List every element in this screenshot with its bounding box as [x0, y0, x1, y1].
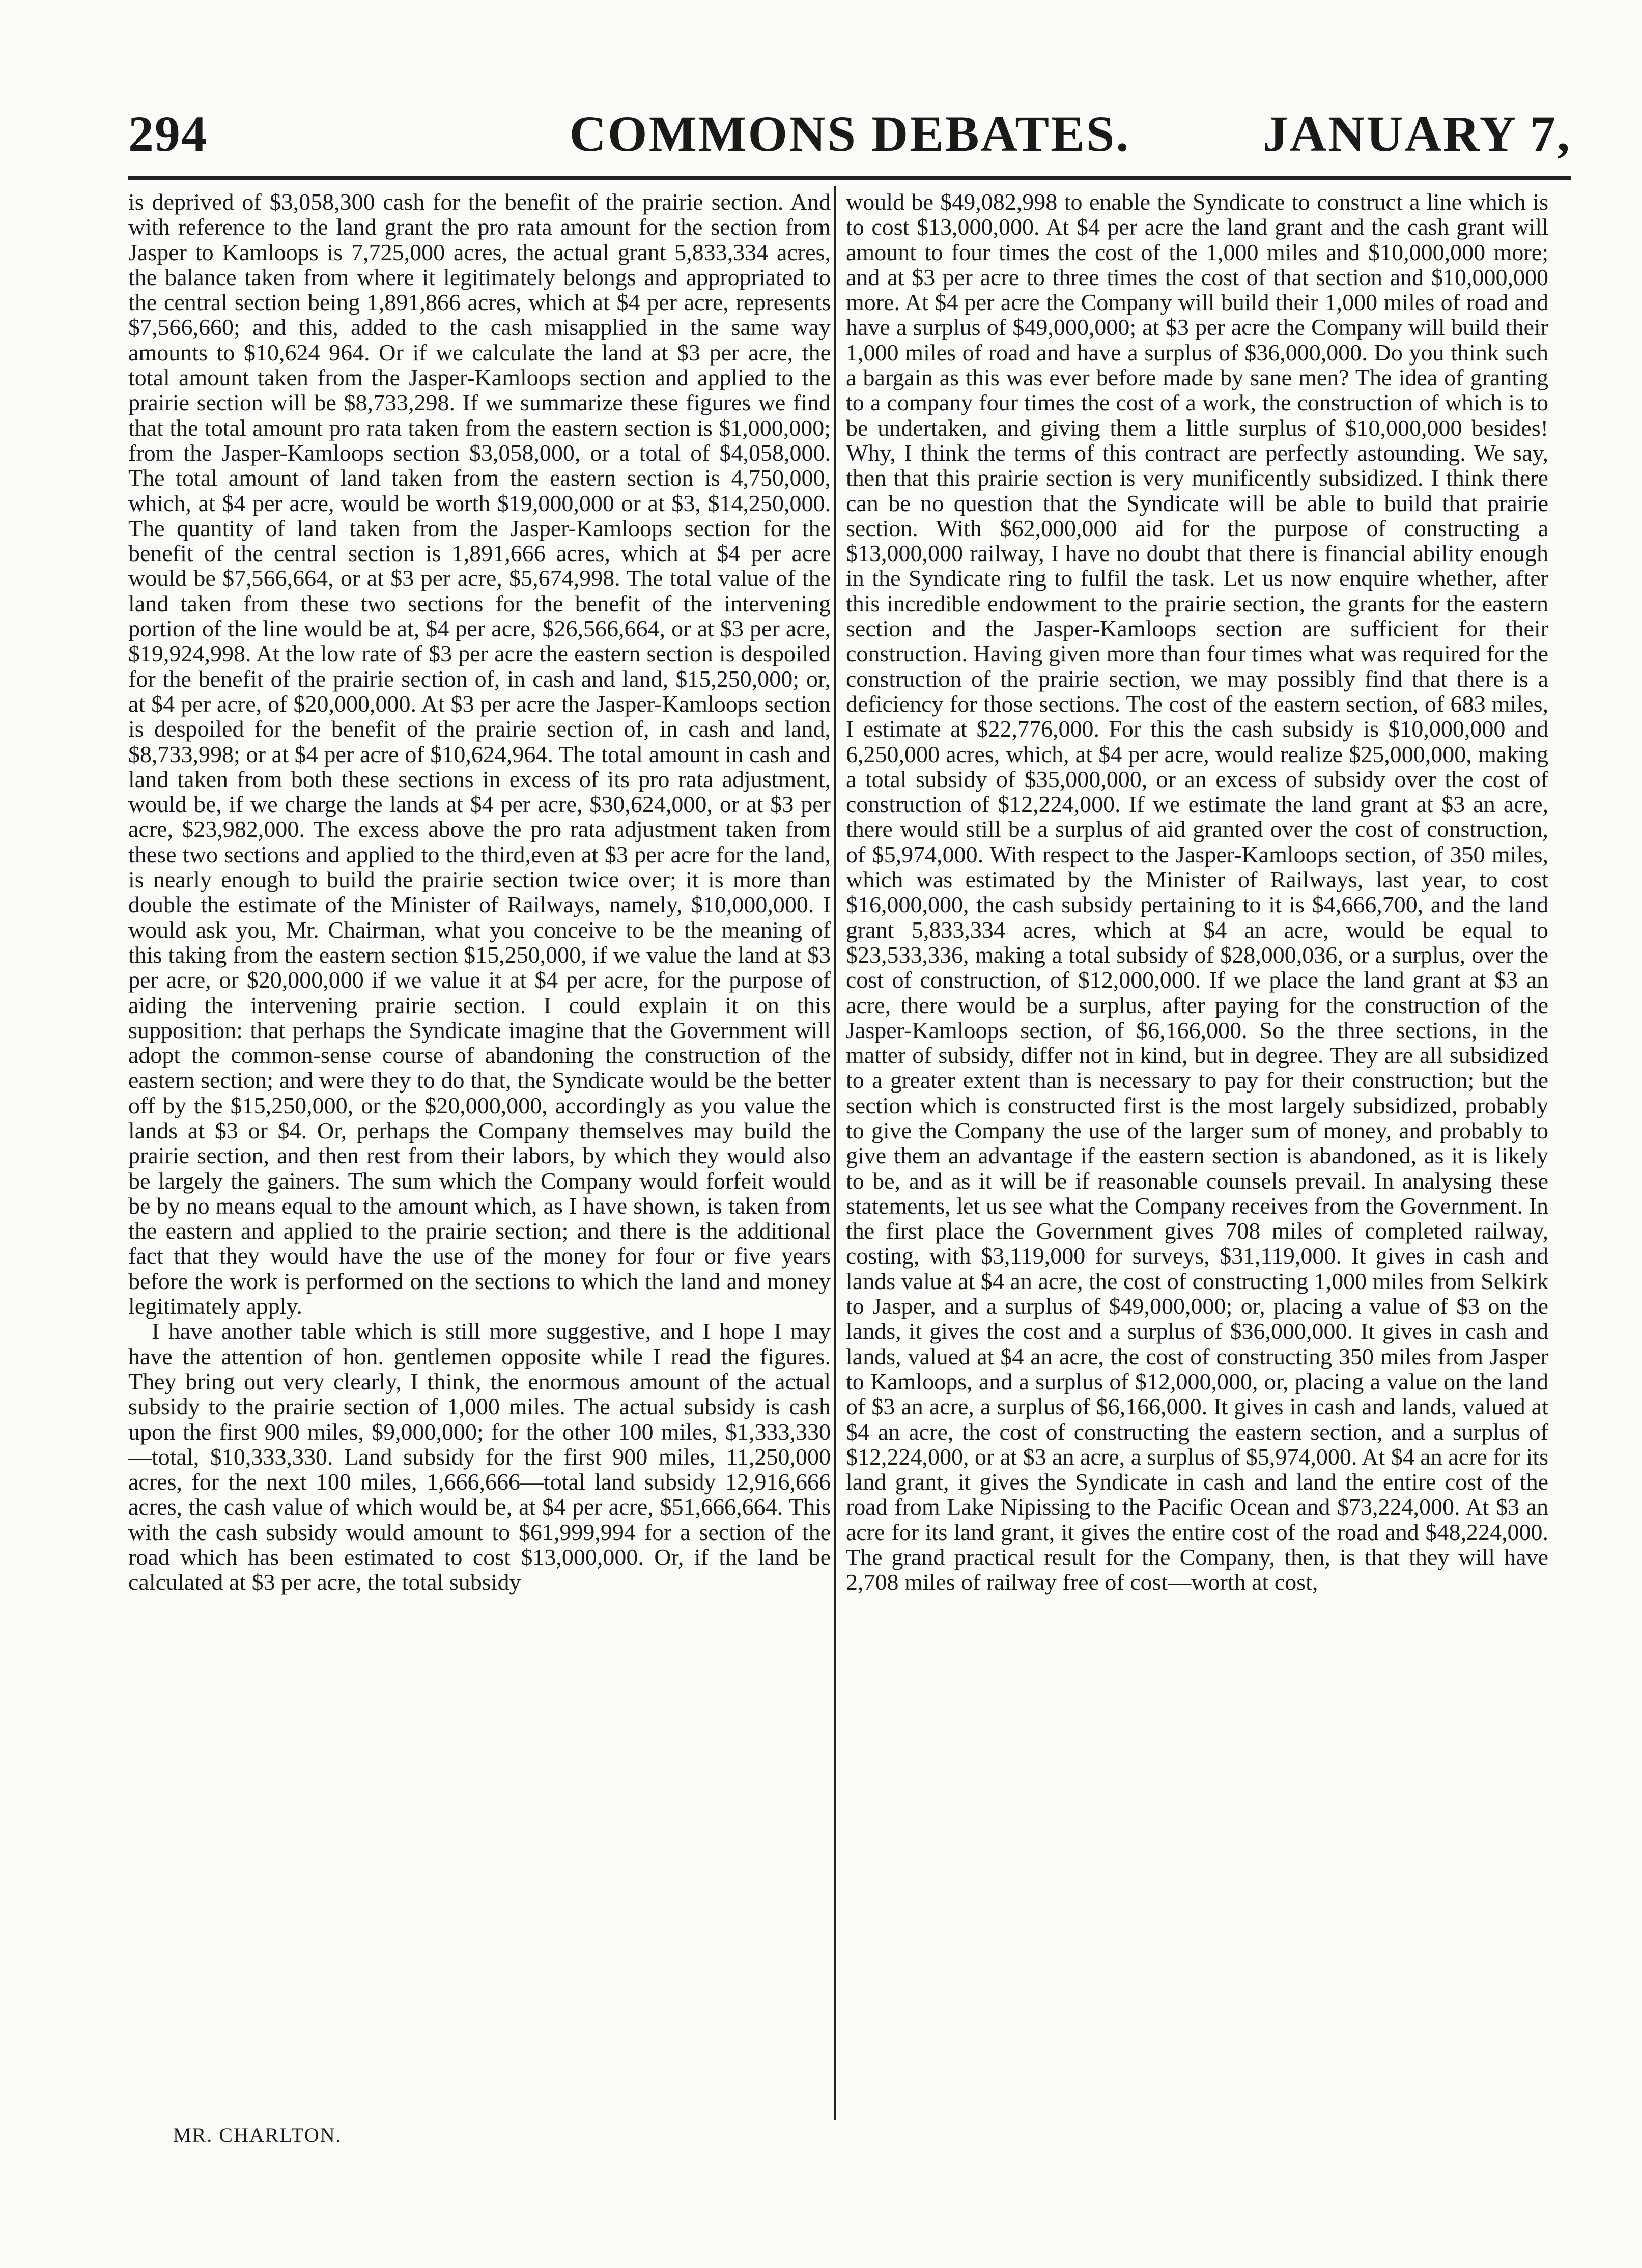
column-divider — [834, 186, 836, 2120]
left-paragraph-1: is deprived of $3,058,300 cash for the benefit of the prairie section. And with reference to the land grant the pro rata amount for the section from Jasper to Kamloops is 7,725,000 acres, the actual grant 5,833,334 acres, the balance taken from where it legitimately belongs and appropriated to the central section being 1,891,866 acres, which at $4 per acre, represents $7,566,660; and this, added to the cash misapplied in the same way amounts to $10,624 964. Or if we calculate the land at $3 per acre, the total amount taken from the Jasper-Kamloops section and applied to the prairie section will be $8,733,298. If we summarize these figures we find that the total amount pro rata taken from the eastern section is $1,000,000; from the Jasper-Kamloops section $3,058,000, or a total of $4,058,000. The total amount of land taken from the eastern section is 4,750,000, which, at $4 per acre, would be worth $19,000,000 or at $3, $14,250,000. The quantity of land taken from the Jasper-Kamloops section for the benefit of the central section is 1,891,666 acres, which at $4 per acre would be $7,566,664, or at $3 per acre, $5,674,998. The total value of the land taken from these two sections for the benefit of the intervening portion of the line would be at, $4 per acre, $26,566,664, or at $3 per acre, $19,924,998. At the low rate of $3 per acre the eastern section is despoiled for the benefit of the prairie section of, in cash and land, $15,250,000; or, at $4 per acre, of $20,000,000. At $3 per acre the Jasper-Kamloops section is despoiled for the benefit of the prairie section of, in cash and land, $8,733,998; or at $4 per acre of $10,624,964. The total amount in cash and land taken from both these sections in excess of its pro rata adjustment, would be, if we charge the lands at $4 per acre, $30,624,000, or at $3 per acre, $23,982,000. The excess above the pro rata adjustment taken from these two sections and applied to the third,even at $3 per acre for the land, is nearly enough to build the prairie section twice over; it is more than double the estimate of the Minister of Railways, namely, $10,000,000. I would ask you, Mr. Chairman, what you conceive to be the meaning of this taking from the eastern section $15,250,000, if we value the land at $3 per acre, or $20,000,000 if we value it at $4 per acre, for the purpose of aiding the intervening prairie section. I could explain it on this supposition: that perhaps the Syndicate imagine that the Government will adopt the common-sense course of abandoning the construction of the eastern section; and were they to do that, the Syndicate would be the better off by the $15,250,000, or the $20,000,000, accordingly as you value the lands at $3 or $4. Or, perhaps the Company themselves may build the prairie section, and then rest from their labors, by which they would also be largely the gainers. The sum which the Company would forfeit would be by no means equal to the amount which, as I have shown, is taken from the eastern and applied to the prairie section; and there is the additional fact that they would have the use of the money for four or five years before the work is performed on the sections to which the land and money legitimately apply. — [128, 189, 831, 1320]
page-header — [128, 104, 1571, 181]
right-paragraph-1: would be $49,082,998 to enable the Syndicate to construct a line which is to cost $13,000,000. At $4 per acre the land grant and the cash grant will amount to four times the cost of the 1,000 miles and $10,000,000 more; and at $3 per acre to three times the cost of that section and $10,000,000 more. At $4 per acre the Company will build their 1,000 miles of road and have a surplus of $49,000,000; at $3 per acre the Company will build their 1,000 miles of road and have a surplus of $36,000,000. Do you think such a bargain as this was ever before made by sane men? The idea of granting to a company four times the cost of a work, the construction of which is to be undertaken, and giving them a little surplus of $10,000,000 besides! Why, I think the terms of this contract are perfectly astounding. We say, then that this prairie section is very munificently subsidized. I think there can be no question that the Syndicate will be able to build that prairie section. With $62,000,000 aid for the purpose of constructing a $13,000,000 railway, I have no doubt that there is financial ability enough in the Syndicate ring to fulfil the task. Let us now enquire whether, after this incredible endowment to the prairie section, the grants for the eastern section and the Jasper-Kamloops section are sufficient for their construction. Having given more than four times what was required for the construction of the prairie section, we may possibly find that there is a deficiency for those sections. The cost of the eastern section, of 683 miles, I estimate at $22,776,000. For this the cash subsidy is $10,000,000 and 6,250,000 acres, which, at $4 per acre, would realize $25,000,000, making a total subsidy of $35,000,000, or an excess of subsidy over the cost of construction of $12,224,000. If we estimate the land grant at $3 an acre, there would still be a surplus of aid granted over the cost of construction, of $5,974,000. With respect to the Jasper-Kamloops section, of 350 miles, which was estimated by the Minister of Railways, last year, to cost $16,000,000, the cash subsidy pertaining to it is $4,666,700, and the land grant 5,833,334 acres, which at $4 an acre, would be equal to $23,533,336, making a total subsidy of $28,000,036, or a surplus, over the cost of construction, of $12,000,000. If we place the land grant at $3 an acre, there would be a surplus, after paying for the construction of the Jasper-Kamloops section, of $6,166,000. So the three sections, in the matter of subsidy, differ not in kind, but in degree. They are all subsidized to a greater extent than is necessary to pay for their construction; but the section which is constructed first is the most largely subsidized, probably to give the Company the use of the larger sum of money, and probably to give them an advantage if the eastern section is abandoned, as it is likely to be, and as it will be if reasonable counsels prevail. In analysing these statements, let us see what the Company receives from the Government. In the first place the Government gives 708 miles of completed railway, costing, with $3,119,000 for surveys, $31,119,000. It gives in cash and lands value at $4 an acre, the cost of constructing 1,000 miles from Selkirk to Jasper, and a surplus of $49,000,000; or, placing a value of $3 on the lands, it gives the cost and a surplus of $36,000,000. It gives in cash and lands, valued at $4 an acre, the cost of constructing 350 miles from Jasper to Kamloops, and a surplus of $12,000,000, or, placing a value on the land of $3 an acre, a surplus of $6,166,000. It gives in cash and lands, valued at $4 an acre, the cost of constructing the eastern section, and a surplus of $12,224,000, or at $3 an acre, a surplus of $5,974,000. At $4 an acre for its land grant, it gives the Syndicate in cash and land the entire cost of the road from Lake Nipissing to the Pacific Ocean and $73,224,000. At $3 an acre for its land grant, it gives the entire cost of the road and $48,224,000. The grand practical result for the Company, then, is that they will have 2,708 miles of railway free of cost—worth at cost, — [846, 189, 1548, 1595]
speaker-name: MR. CHARLTON. — [173, 2123, 342, 2146]
left-paragraph-2: I have another table which is still more suggestive, and I hope I may have the attention of hon. gentlemen opposite while I read the figures. They bring out very clearly, I think, the enormous amount of the actual subsidy to the prairie section of 1,000 miles. The actual subsidy is cash upon the first 900 miles, $9,000,000; for the other 100 miles, $1,333,330—total, $10,333,330. Land subsidy for the first 900 miles, 11,250,000 acres, for the next 100 miles, 1,666,666—total land subsidy 12,916,666 acres, the cash value of which would be, at $4 per acre, $51,666,664. This with the cash subsidy would amount to $61,999,994 for a section of the road which has been estimated to cost $13,000,000. Or, if the land be calculated at $3 per acre, the total subsidy — [128, 1318, 831, 1595]
page-date: JANUARY 7, — [1262, 105, 1571, 162]
left-column — [128, 189, 831, 1595]
header-rule — [128, 176, 1571, 180]
page-title: COMMONS DEBATES. — [569, 105, 1130, 162]
right-column — [846, 189, 1548, 1595]
page-number: 294 — [128, 105, 208, 162]
